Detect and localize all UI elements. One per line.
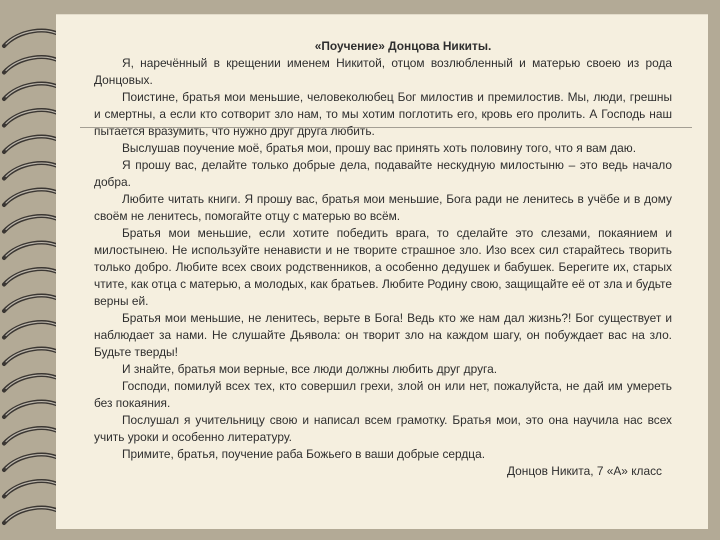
paragraph: Братья мои меньшие, не ленитесь, верьте в Бога! Ведь кто же нам дал жизнь?! Бог существует и наблюдает за нами. Не слушайте Дьявола: он творит зло на каждом шагу, он побуждает вас на зло. Будьте тверды! [94, 311, 672, 359]
paragraph: Послушал я учительницу свою и написал всем грамотку. Братья мои, это она научила нас всех учить уроки и особенно литературу. [94, 413, 672, 444]
document-title: «Поучение» Донцова Никиты. [314, 39, 492, 53]
paragraph: Братья мои меньшие, если хотите победить врага, то сделайте это слезами, покаянием и милостынею. Не используйте ненависти и не творите страшное зло. Изо всех сил старайтесь творить только добро. Любите всех своих родственников, а особенно дедушек и бабушек. Берегите их, старых чтите, как отца с матерью, а молодых, как братьев. Любите Родину свою, защищайте её от зла и будьте верны ей. [94, 226, 672, 308]
paragraph: Любите читать книги. Я прошу вас, братья мои меньшие, Бога ради не ленитесь в учёбе и в дому своём не ленитесь, помогайте отцу с матерью во всём. [94, 192, 672, 223]
paragraph: Выслушав поучение моё, братья мои, прошу вас принять хоть половину того, что я вам даю. [122, 141, 637, 155]
paragraph: Господи, помилуй всех тех, кто совершил грехи, злой он или нет, пожалуйста, не дай им умереть без покаяния. [94, 379, 672, 410]
paragraph: И знайте, братья мои верные, все люди должны любить друг друга. [122, 362, 498, 376]
signature: Донцов Никита, 7 «А» класс [506, 464, 662, 478]
paragraph: Я, наречённый в крещении именем Никитой, отцом возлюбленный и матерью своею из рода Донцовых. [94, 56, 672, 87]
paragraph: Поистине, братья мои меньшие, человеколюбец Бог милостив и премилостив. Мы, люди, грешны и смертны, а если кто сотворит зло нам, то мы хотим поглотить его, кровь его пролить. А Господь наш пытается вразумить, что нужно друг друга любить. [94, 90, 672, 138]
paragraph: Я прошу вас, делайте только добрые дела, подавайте нескудную милостыню – это ведь начало добра. [94, 158, 672, 189]
document-body [94, 38, 672, 480]
paragraph: Примите, братья, поучение раба Божьего в ваши добрые сердца. [122, 447, 486, 461]
